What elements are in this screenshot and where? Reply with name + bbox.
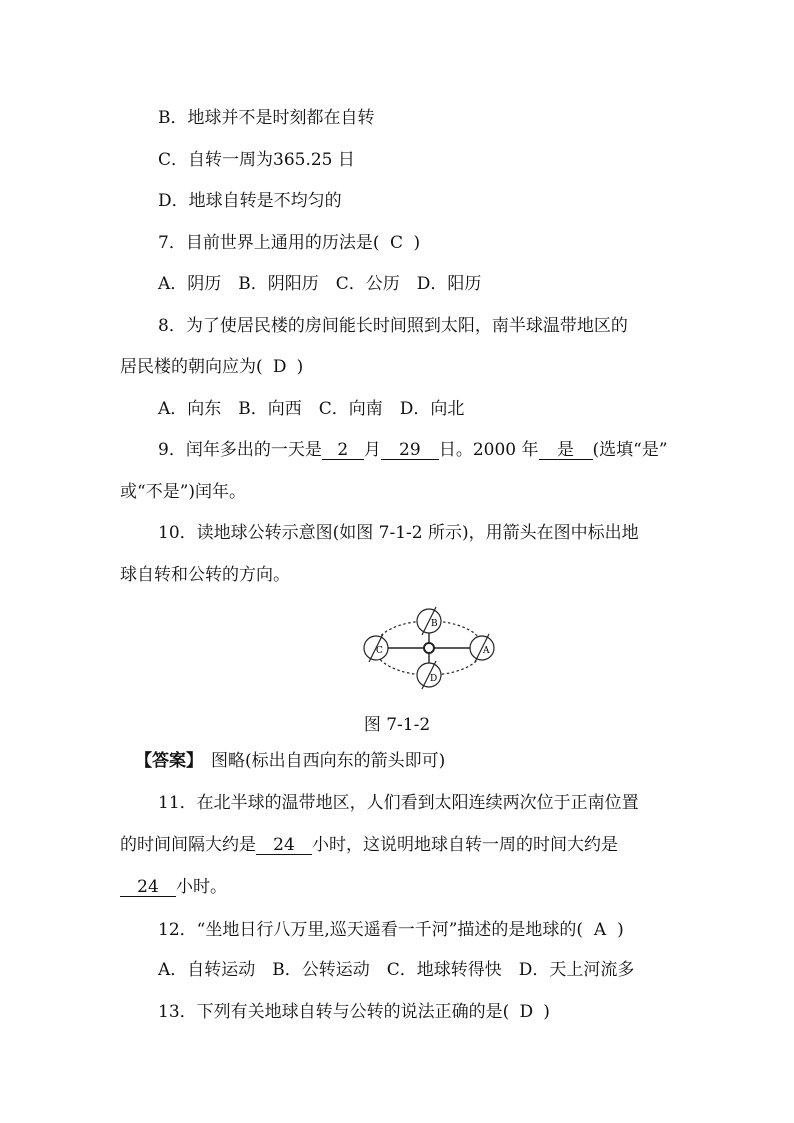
label-d: D: [430, 674, 438, 684]
answer-label: 【答案】: [135, 751, 203, 771]
question-10-line-1: 10．读地球公转示意图(如图 7-1-2 所示)，用箭头在图中标出地: [158, 523, 639, 543]
label-a: A: [483, 646, 490, 656]
question-12-answer: A: [593, 920, 607, 940]
question-7: [158, 231, 420, 255]
answer-text: 图略(标出自西向东的箭头即可): [211, 751, 446, 771]
option-b-line: B．地球并不是时刻都在自转: [158, 108, 375, 128]
q9-blank-day: 29: [381, 441, 439, 460]
earth-position-c: [364, 634, 388, 662]
q11-part-3: 小时。: [176, 877, 227, 897]
question-8-line-1: 8．为了使居民楼的房间能长时间照到太阳，南半球温带地区的: [158, 316, 628, 336]
question-7-options: A．阴历 B．阴阳历 C．公历 D．阳历: [158, 274, 482, 294]
question-13: [158, 1000, 550, 1024]
q11-part-1: 的时间间隔大约是: [120, 835, 256, 855]
option-c-line: C．自转一周为365.25 日: [158, 150, 355, 170]
answer-line: [135, 749, 445, 773]
q11-part-2: 小时，这说明地球自转一周的时间大约是: [312, 835, 618, 855]
question-12: [158, 918, 624, 942]
sun-icon: [424, 643, 434, 653]
question-8-answer: D: [272, 357, 287, 377]
question-8-line-2: [120, 355, 303, 379]
label-b: B: [431, 619, 438, 629]
question-7-text: 7．目前世界上通用的历法是(: [158, 233, 380, 253]
q9-part-1: 9．闰年多出的一天是: [158, 440, 322, 460]
question-11-line-1: 11．在北半球的温带地区，人们看到太阳连续两次位于正南位置: [158, 793, 639, 813]
option-d-line: D．地球自转是不均匀的: [158, 191, 342, 211]
earth-position-a: [470, 634, 494, 662]
earth-position-d: [417, 661, 441, 689]
q9-blank-month: 2: [322, 441, 364, 460]
q9-part-2: 月: [363, 440, 381, 460]
q9-blank-leap: 是: [539, 441, 593, 460]
question-9-line-1: [158, 438, 668, 462]
question-11-line-2: [120, 833, 618, 857]
earth-orbit-diagram: [355, 604, 503, 692]
question-13-text: 13．下列有关地球自转与公转的说法正确的是(: [158, 1002, 510, 1022]
question-8-text: 居民楼的朝向应为(: [120, 357, 263, 377]
q9-part-4: (选填“是”: [592, 440, 668, 460]
question-7-answer: C: [389, 233, 403, 253]
question-9-line-2: 或“不是”)闰年。: [120, 482, 247, 502]
q9-part-3: 日。2000 年: [438, 440, 539, 460]
question-12-text: 12．“坐地日行八万里,巡天遥看一千河”描述的是地球的(: [158, 920, 584, 940]
question-10-line-2: 球自转和公转的方向。: [120, 565, 290, 585]
question-7-close: ): [413, 233, 421, 253]
figure-caption: 图 7-1-2: [363, 715, 431, 735]
question-12-options: A．自转运动 B．公转运动 C．地球转得快 D．天上河流多: [158, 960, 635, 980]
q11-blank-2: 24: [120, 878, 176, 897]
question-11-line-3: [120, 875, 227, 899]
question-13-answer: D: [519, 1002, 534, 1022]
question-8-options: A．向东 B．向西 C．向南 D．向北: [158, 399, 465, 419]
question-12-close: ): [617, 920, 624, 940]
earth-position-b: [417, 607, 441, 635]
question-8-close: ): [296, 357, 304, 377]
question-13-close: ): [543, 1002, 550, 1022]
label-c: C: [376, 646, 383, 656]
q11-blank-1: 24: [256, 836, 312, 855]
